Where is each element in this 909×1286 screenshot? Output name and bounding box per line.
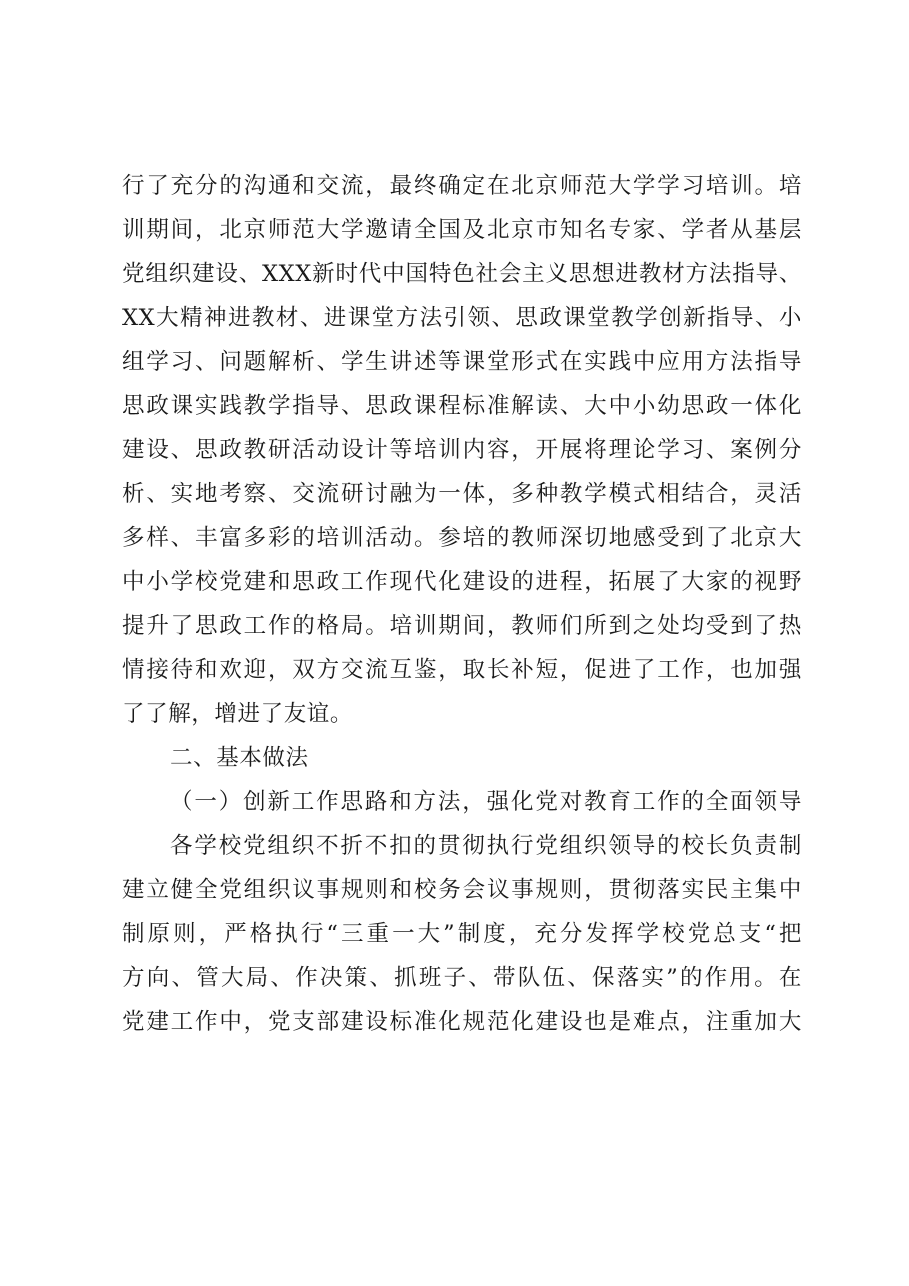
body-text-line: 组学习、问题解析、学生讲述等课堂形式在实践中应用方法指导 bbox=[122, 349, 802, 375]
body-text-line: 方向、管大局、作决策、抓班子、带队伍、保落实”的作用。在 bbox=[122, 965, 802, 991]
body-text-line: 建设、思政教研活动设计等培训内容，开展将理论学习、案例分 bbox=[122, 437, 802, 463]
body-text-line: 中小学校党建和思政工作现代化建设的进程，拓展了大家的视野 bbox=[122, 569, 802, 595]
body-text-line: 行了充分的沟通和交流，最终确定在北京师范大学学习培训。培 bbox=[122, 173, 802, 199]
body-text-line: 了了解，增进了友谊。 bbox=[122, 701, 354, 727]
body-text-line: 制原则，严格执行“三重一大”制度，充分发挥学校党总支“把 bbox=[122, 921, 802, 947]
body-text-line: 思政课实践教学指导、思政课程标准解读、大中小幼思政一体化 bbox=[122, 393, 802, 419]
body-text-line: 情接待和欢迎，双方交流互鉴，取长补短，促进了工作，也加强 bbox=[122, 657, 802, 683]
subsection-heading: （一）创新工作思路和方法，强化党对教育工作的全面领导 bbox=[170, 789, 802, 815]
body-text-line: 党建工作中，党支部建设标准化规范化建设也是难点，注重加大 bbox=[122, 1009, 802, 1035]
section-heading: 二、基本做法 bbox=[170, 745, 309, 771]
body-text-line: 提升了思政工作的格局。培训期间，教师们所到之处均受到了热 bbox=[122, 613, 802, 639]
body-text-line: 训期间，北京师范大学邀请全国及北京市知名专家、学者从基层 bbox=[122, 217, 802, 243]
body-text-line: XX大精神进教材、进课堂方法引领、思政课堂教学创新指导、小 bbox=[122, 305, 802, 331]
body-text-line: 各学校党组织不折不扣的贯彻执行党组织领导的校长负责制 bbox=[170, 833, 802, 859]
body-text-line: 建立健全党组织议事规则和校务会议事规则，贯彻落实民主集中 bbox=[122, 877, 802, 903]
body-text-line: 多样、丰富多彩的培训活动。参培的教师深切地感受到了北京大 bbox=[122, 525, 802, 551]
body-text-line: 析、实地考察、交流研讨融为一体，多种教学模式相结合，灵活 bbox=[122, 481, 802, 507]
body-text-line: 党组织建设、XXX新时代中国特色社会主义思想进教材方法指导、 bbox=[122, 261, 802, 287]
